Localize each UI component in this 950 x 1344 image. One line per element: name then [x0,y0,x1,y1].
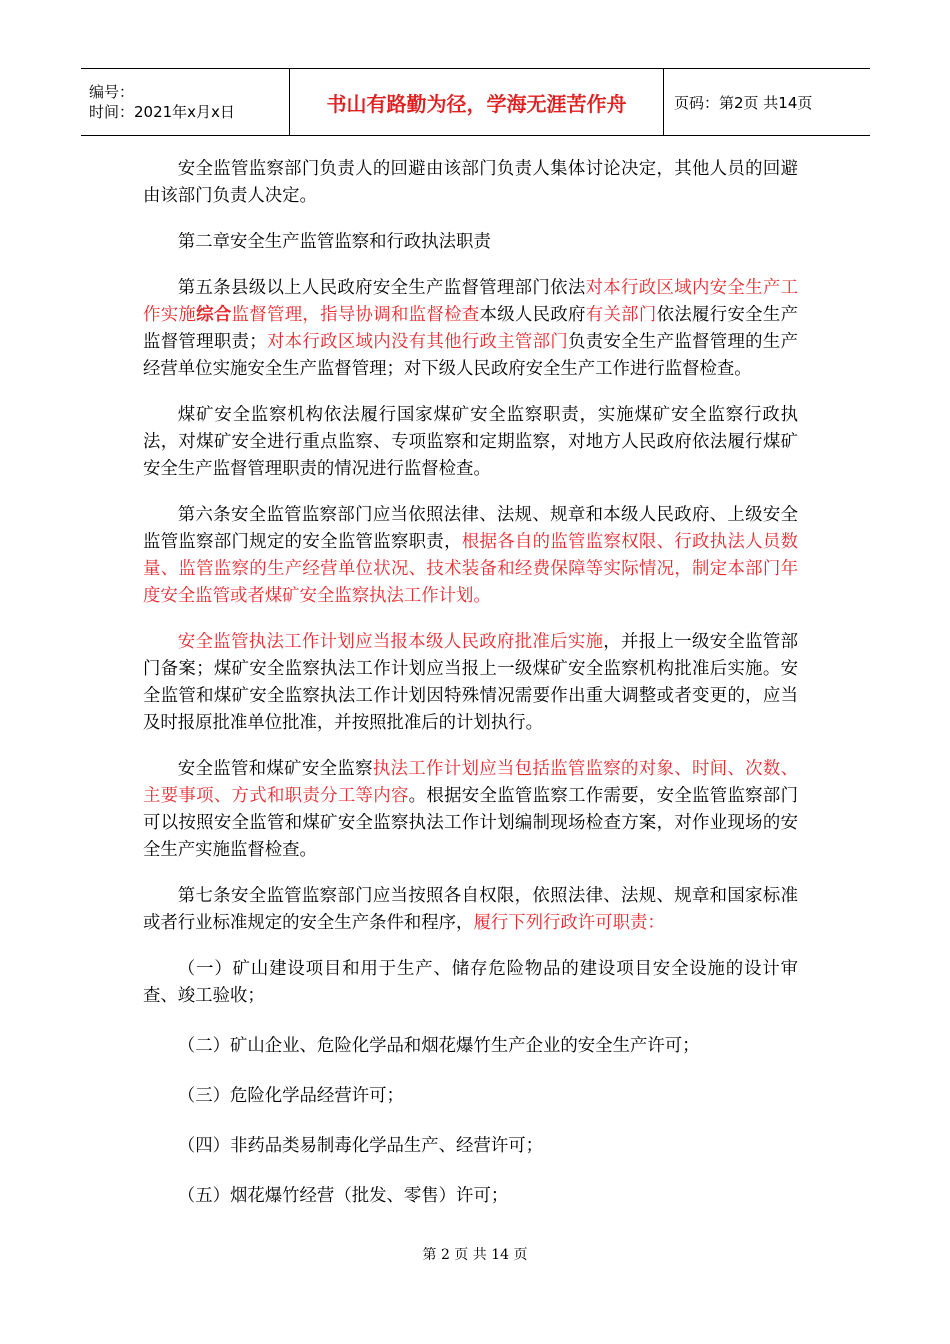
highlighted-text-segment: 对本行政区域内没有其他行政主管部门 [266,332,569,352]
text-segment: 。根据安全监管监察工作需要，安全监管监察部门可以按照安全监管和煤矿安全监察执法工作计划编制现场检查方案，对作业现场的安全生产实施监督检查。 [143,786,798,860]
page-footer: 第 2 页 共 14 页 [422,1247,528,1263]
list-item: （三）危险化学品经营许可； [177,1086,404,1106]
paragraph [143,629,798,737]
text-segment: 负责安全生产监督管理的生产经营单位实施安全生产监督管理；对下级人民政府安全生产工作进行监督检查。 [143,332,798,379]
text-segment: 煤矿安全监察机构依法履行国家煤矿安全监察职责，实施煤矿安全监察行政执法，对煤矿安全进行重点监察、专项监察和定期监察，对地方人民政府依法履行煤矿安全生产监督管理职责的情况进行监督检查。 [143,405,798,479]
text-segment: 本级人民政府 [479,305,586,325]
text-segment: 第五条县级以上人民政府安全生产监督管理部门依法 [177,278,586,298]
list-item: （一）矿山建设项目和用于生产、储存危险物品的建设项目安全设施的设计审查、竣工验收； [143,959,798,1006]
list-item: （五）烟花爆竹经营（批发、零售）许可； [177,1186,509,1206]
highlighted-text-segment: 有关部门 [585,305,657,325]
text-segment: 安全监管监察部门负责人的回避由该部门负责人集体讨论决定，其他人员的回避由该部门负责人决定。 [143,159,798,206]
text-segment: 第二章安全生产监管监察和行政执法职责 [177,232,491,252]
header-slogan: 书山有路勤为径，学海无涯苦作舟 [290,69,664,136]
list-item: （四）非药品类易制毒化学品生产、经营许可； [177,1136,544,1156]
highlighted-text-segment: 综合 [196,305,232,325]
highlighted-text-segment: 根据各自的监管监察权限、行政执法人员数量、监管监察的生产经营单位状况、技术装备和经费保障等实际情况，制定本部门年度安全监管或者煤矿安全监察执法工作计划。 [143,532,798,606]
text-segment: 安全监管和煤矿安全监察 [177,759,373,779]
text-segment: 依法履行安全生产监督管理职责； [143,305,798,352]
paragraph [143,502,798,610]
text-segment: 第六条安全监管监察部门应当依照法律、法规、规章和本级人民政府、上级安全监管监察部门规定的安全监管监察职责， [143,505,798,552]
highlighted-text-segment: 对本行政区域内安全生产工作实施 [143,278,798,325]
paragraph [143,883,798,937]
document-number-label: 编号： [89,83,135,101]
document-body [143,156,798,1233]
paragraph [143,229,798,256]
highlighted-text-segment: 安全监管执法工作计划应当报本级人民政府批准后实施 [177,632,604,652]
paragraph [143,275,798,383]
document-date: 时间：2021年x月x日 [89,103,235,121]
paragraph [143,156,798,210]
header-page-number: 页码：第2页 共14页 [664,69,871,136]
text-segment: ，并报上一级安全监管部门备案；煤矿安全监察执法工作计划应当报上一级煤矿安全监察机构批准后实施。安全监管和煤矿安全监察执法工作计划因特殊情况需要作出重大调整或者变更的，应当及时报原批准单位批准，并按照批准后的计划执行。 [143,632,798,733]
highlighted-text-segment: 履行下列行政许可职责： [473,913,665,933]
highlighted-text-segment: 执法工作计划应当包括监管监察的对象、时间、次数、主要事项、方式和职责分工等内容 [143,759,798,806]
document-header [81,68,870,136]
list-item: （二）矿山企业、危险化学品和烟花爆竹生产企业的安全生产许可； [177,1036,700,1056]
paragraph [143,756,798,864]
paragraph [143,402,798,483]
text-segment: 第七条安全监管监察部门应当按照各自权限，依照法律、法规、规章和国家标准或者行业标准规定的安全生产条件和程序， [143,886,798,933]
highlighted-text-segment: 监督管理，指导协调和监督检查 [231,305,480,325]
header-meta [81,69,290,136]
